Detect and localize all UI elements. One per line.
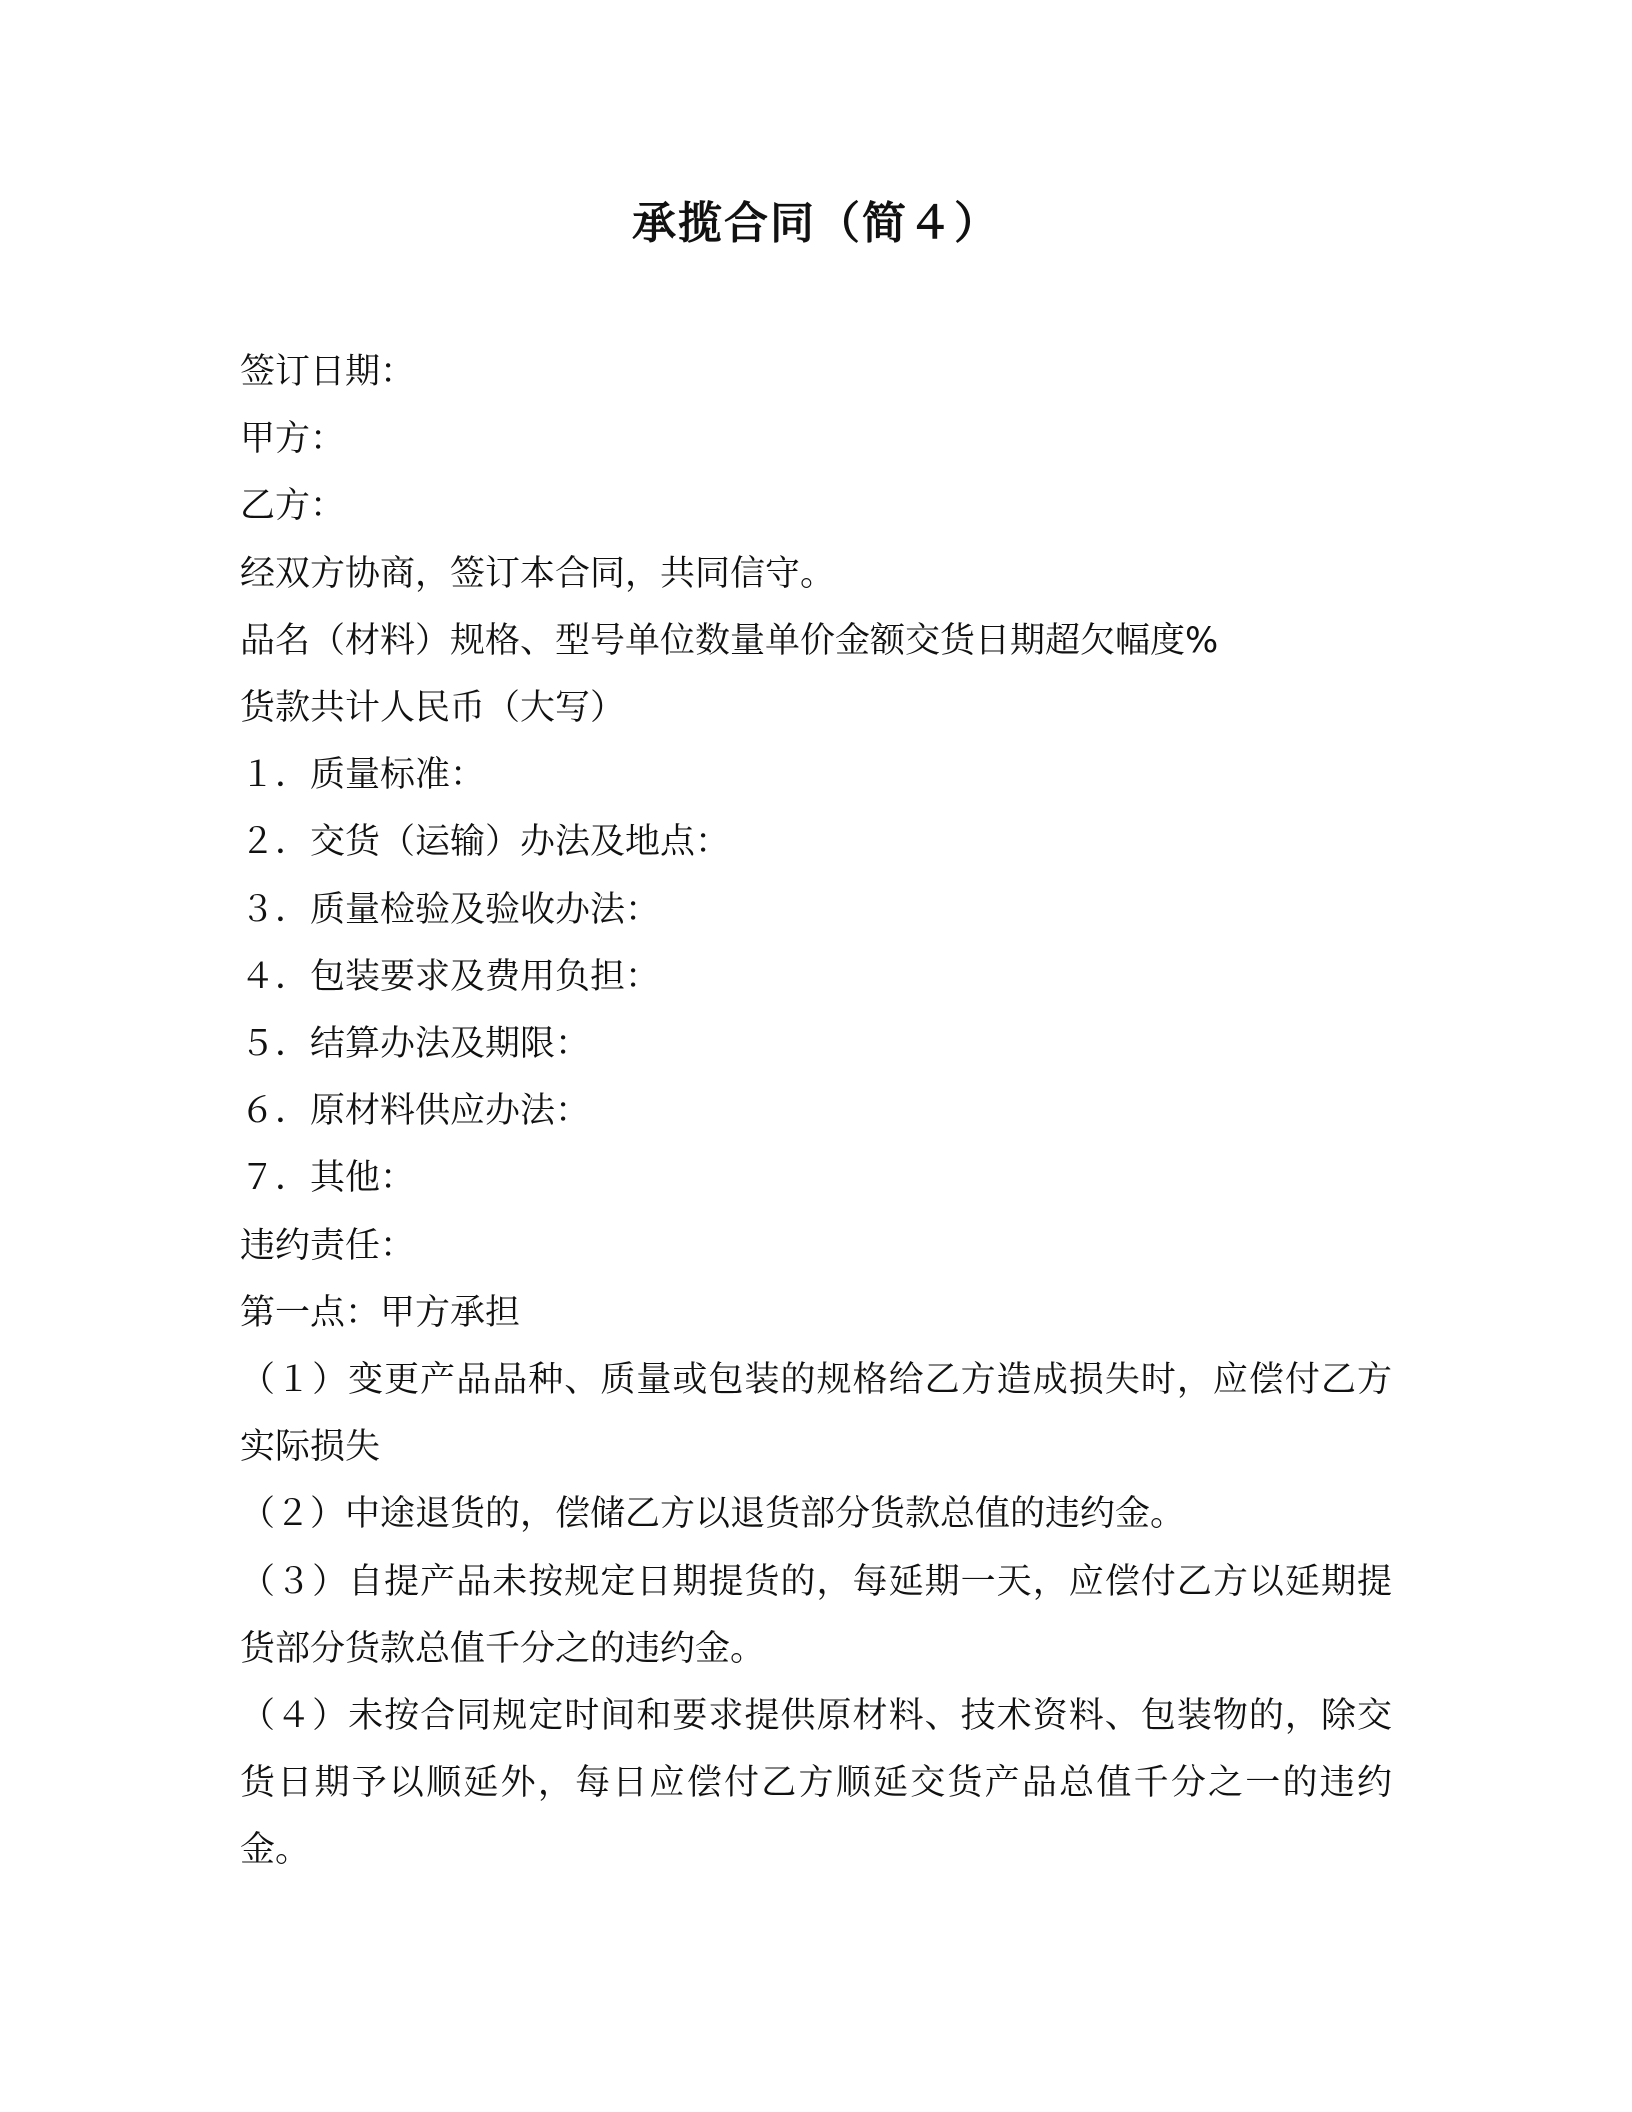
total-payment-line: 货款共计人民币（大写） — [240, 688, 626, 729]
liability-item-3: （３）自提产品未按规定日期提货的，每延期一天，应偿付乙方以延期提货部分货款总值千分之的违约金。 — [240, 1561, 1392, 1669]
party-b-line: 乙方： — [240, 486, 346, 527]
clause-raw-materials: ６．原材料供应办法： — [240, 1091, 591, 1132]
table-header-line: 品名（材料）规格、型号单位数量单价金额交货日期超欠幅度% — [240, 620, 1219, 661]
clause-packaging: ４．包装要求及费用负担： — [240, 956, 661, 997]
sign-date-line: 签订日期： — [240, 352, 416, 392]
liability-heading: 违约责任： — [240, 1225, 416, 1266]
clause-quality-standard: １．质量标准： — [240, 755, 486, 796]
clause-inspection: ３．质量检验及验收办法： — [240, 889, 661, 930]
liability-item-1: （１）变更产品品种、质量或包装的规格给乙方造成损失时，应偿付乙方实际损失 — [240, 1360, 1392, 1468]
liability-item-4: （４）未按合同规定时间和要求提供原材料、技术资料、包装物的，除交货日期予以顺延外，每日应偿付乙方顺延交货产品总值千分之一的违约金。 — [240, 1696, 1392, 1871]
liability-item-2: （２）中途退货的，偿储乙方以退货部分货款总值的违约金。 — [240, 1494, 1186, 1535]
document-body — [240, 339, 1392, 1885]
clause-other: ７．其他： — [240, 1158, 416, 1199]
document-title: 承揽合同（简４） — [632, 198, 1000, 249]
clause-settlement: ５．结算办法及期限： — [240, 1024, 591, 1065]
agreement-line: 经双方协商，签订本合同，共同信守。 — [240, 553, 836, 594]
party-a-line: 甲方： — [240, 419, 346, 460]
clause-delivery-method: ２．交货（运输）办法及地点： — [240, 822, 731, 863]
point-one-heading: 第一点：甲方承担 — [240, 1292, 521, 1333]
